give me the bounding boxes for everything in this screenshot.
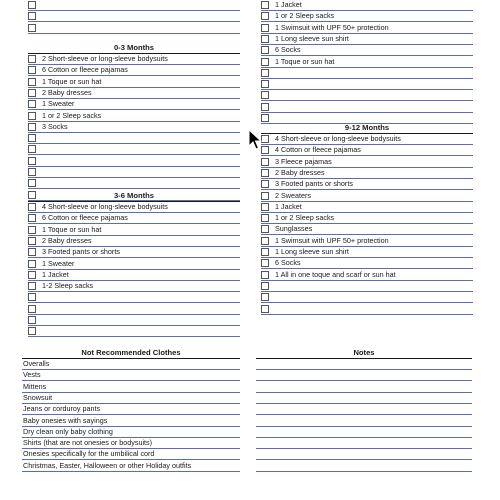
- checklist-row: [261, 292, 473, 303]
- checkbox[interactable]: [28, 12, 36, 20]
- item-label: 1 All in one toque and scarf or sun hat: [275, 269, 396, 279]
- checkbox[interactable]: [261, 237, 269, 245]
- checklist-row: [261, 281, 473, 292]
- item-label: 1 or 2 Sleep sacks: [275, 11, 335, 21]
- checkbox[interactable]: [261, 169, 269, 177]
- checkbox[interactable]: [261, 114, 269, 122]
- checkbox[interactable]: [261, 203, 269, 211]
- section-title-3-6-months: 3-6 Months: [28, 191, 240, 202]
- checkbox[interactable]: [261, 158, 269, 166]
- checklist-row: [28, 144, 240, 155]
- checkbox[interactable]: [261, 305, 269, 313]
- checklist-row: [28, 0, 240, 11]
- item-label: Shirts (that are not onesies or bodysuits): [23, 438, 153, 448]
- item-label: 6 Socks: [275, 258, 301, 268]
- checklist-row: [28, 133, 240, 144]
- checkbox[interactable]: [28, 100, 36, 108]
- checklist-row: [261, 11, 473, 22]
- checklist-row: [261, 145, 473, 156]
- checkbox[interactable]: [261, 91, 269, 99]
- item-label: 2 Baby dresses: [42, 235, 92, 245]
- checkbox[interactable]: [28, 145, 36, 153]
- section-title-0-3-months: 0-3 Months: [28, 43, 240, 54]
- item-label: 6 Cotton or fleece pajamas: [42, 213, 128, 223]
- checkbox[interactable]: [28, 66, 36, 74]
- checklist-row: [28, 77, 240, 88]
- checkbox[interactable]: [261, 225, 269, 233]
- checklist-row: [256, 416, 472, 427]
- item-label: 1 Jacket: [275, 0, 302, 9]
- checkbox[interactable]: [261, 214, 269, 222]
- item-label: 1 Jacket: [42, 269, 69, 279]
- checkbox[interactable]: [28, 282, 36, 290]
- checklist-row: [256, 427, 472, 438]
- checklist-row: [28, 11, 240, 22]
- checkbox[interactable]: [28, 214, 36, 222]
- item-label: Overalls: [23, 359, 50, 368]
- checklist-row: [28, 65, 240, 76]
- checklist-row: [261, 247, 473, 258]
- checkbox[interactable]: [261, 80, 269, 88]
- item-label: 1 Long sleeve sun shirt: [275, 247, 349, 256]
- checklist-row: [261, 213, 473, 224]
- item-label: Vests: [23, 370, 41, 380]
- checkbox[interactable]: [28, 123, 36, 131]
- checklist-row: [28, 99, 240, 110]
- checklist-row: [28, 281, 240, 292]
- checklist-row: [261, 202, 473, 213]
- checklist-row: [22, 461, 240, 472]
- checklist-row: [28, 178, 240, 189]
- section-title-not-recommended: Not Recommended Clothes: [22, 348, 240, 359]
- item-label: Dry clean only baby clothing: [23, 426, 113, 436]
- checklist-row: [22, 416, 240, 427]
- checkbox[interactable]: [261, 146, 269, 154]
- item-label: 3 Fleece pajamas: [275, 156, 332, 166]
- checklist-row: [256, 370, 472, 381]
- item-label: 6 Cotton or fleece pajamas: [42, 65, 128, 75]
- checklist-row: [261, 68, 473, 79]
- checklist-row: [22, 404, 240, 415]
- checklist-row: [261, 168, 473, 179]
- item-label: 1 Swimsuit with UPF 50+ protection: [275, 235, 389, 245]
- checklist-row: [22, 370, 240, 381]
- item-label: Sunglasses: [275, 224, 313, 234]
- checkbox[interactable]: [261, 103, 269, 111]
- item-label: Snowsuit: [23, 392, 53, 402]
- checkbox[interactable]: [261, 180, 269, 188]
- checkbox[interactable]: [261, 69, 269, 77]
- checkbox[interactable]: [28, 134, 36, 142]
- item-label: 1 Jacket: [275, 201, 302, 211]
- checklist-row: [261, 23, 473, 34]
- checkbox[interactable]: [28, 237, 36, 245]
- item-label: 3 Socks: [42, 121, 68, 131]
- item-label: 1 or 2 Sleep sacks: [42, 110, 102, 120]
- checklist-row: [256, 461, 472, 472]
- checkbox[interactable]: [261, 282, 269, 290]
- item-label: 1 or 2 Sleep sacks: [275, 213, 335, 223]
- item-label: 1 Sweater: [42, 99, 75, 109]
- item-label: 4 Short-sleeve or long-sleeve bodysuits: [42, 202, 168, 211]
- item-label: 2 Baby dresses: [42, 87, 92, 97]
- checkbox[interactable]: [28, 327, 36, 335]
- item-label: 1 Toque or sun hat: [275, 56, 335, 66]
- checkbox[interactable]: [28, 89, 36, 97]
- checklist-row: [261, 258, 473, 269]
- checkbox[interactable]: [261, 259, 269, 267]
- checklist-row: [28, 111, 240, 122]
- checklist-row: [28, 236, 240, 247]
- item-label: Baby onesies with sayings: [23, 415, 108, 425]
- checklist-row: [261, 157, 473, 168]
- checklist-row: [28, 202, 240, 213]
- checkbox[interactable]: [28, 248, 36, 256]
- checklist-row: [261, 270, 473, 281]
- item-label: 1 Sweater: [42, 258, 75, 268]
- checklist-row: [261, 45, 473, 56]
- checklist-row: [261, 79, 473, 90]
- checkbox[interactable]: [28, 293, 36, 301]
- checklist-row: [22, 438, 240, 449]
- item-label: Onesies specifically for the umbilical cord: [23, 449, 155, 459]
- checklist-row: [261, 179, 473, 190]
- checklist-row: [256, 359, 472, 370]
- checklist-row: [22, 449, 240, 460]
- checkbox[interactable]: [28, 305, 36, 313]
- checkbox[interactable]: [28, 316, 36, 324]
- item-label: 2 Baby dresses: [275, 167, 325, 177]
- checkbox[interactable]: [28, 226, 36, 234]
- checkbox[interactable]: [28, 203, 36, 211]
- checklist-row: [261, 236, 473, 247]
- checklist-row: [261, 134, 473, 145]
- checkbox[interactable]: [261, 293, 269, 301]
- checkbox[interactable]: [261, 12, 269, 20]
- checklist-row: [261, 191, 473, 202]
- checklist-row: [261, 224, 473, 235]
- checklist-row: [261, 102, 473, 113]
- item-label: 3 Footed pants or shorts: [42, 247, 120, 257]
- checkbox[interactable]: [261, 35, 269, 43]
- item-label: 1 Long sleeve sun shirt: [275, 33, 349, 43]
- checklist-row: [256, 393, 472, 404]
- item-label: 4 Short-sleeve or long-sleeve bodysuits: [275, 134, 401, 143]
- checkbox[interactable]: [261, 1, 269, 9]
- checklist-row: [261, 304, 473, 315]
- checkbox[interactable]: [28, 168, 36, 176]
- checklist-row: [28, 304, 240, 315]
- section-title-9-12-months: 9-12 Months: [261, 123, 473, 134]
- item-label: 1 Toque or sun hat: [42, 76, 102, 86]
- checkbox[interactable]: [28, 112, 36, 120]
- checklist-row: [28, 54, 240, 65]
- item-label: 4 Cotton or fleece pajamas: [275, 145, 361, 155]
- checklist-row: [22, 427, 240, 438]
- item-label: Christmas, Easter, Halloween or other Holiday outfits: [23, 460, 192, 470]
- checkbox[interactable]: [261, 192, 269, 200]
- item-label: 1 Toque or sun hat: [42, 224, 102, 234]
- checklist-row: [28, 259, 240, 270]
- checkbox[interactable]: [28, 157, 36, 165]
- checkbox[interactable]: [261, 58, 269, 66]
- checkbox[interactable]: [28, 24, 36, 32]
- checklist-row: [22, 393, 240, 404]
- checklist-row: [261, 90, 473, 101]
- checklist-row: [28, 23, 240, 34]
- checklist-row: [28, 167, 240, 178]
- item-label: 6 Socks: [275, 45, 301, 55]
- item-label: 1 Swimsuit with UPF 50+ protection: [275, 22, 389, 32]
- checklist-row: [28, 88, 240, 99]
- item-label: 1-2 Sleep sacks: [42, 281, 94, 291]
- checklist-row: [28, 292, 240, 303]
- checkbox[interactable]: [261, 135, 269, 143]
- checklist-row: [261, 57, 473, 68]
- checklist-row: [256, 404, 472, 415]
- item-label: 2 Short-sleeve or long-sleeve bodysuits: [42, 54, 168, 63]
- checklist-row: [28, 213, 240, 224]
- item-label: Mittens: [23, 381, 47, 391]
- checklist-row: [22, 359, 240, 370]
- checklist-row: [28, 315, 240, 326]
- item-label: Jeans or corduroy pants: [23, 404, 101, 414]
- checklist-row: [261, 34, 473, 45]
- checklist-row: [256, 382, 472, 393]
- checkbox[interactable]: [28, 260, 36, 268]
- mouse-cursor-icon: [248, 129, 262, 151]
- checklist-row: [28, 156, 240, 167]
- checkbox[interactable]: [261, 24, 269, 32]
- checkbox[interactable]: [28, 271, 36, 279]
- checklist-row: [28, 326, 240, 337]
- checklist-row: [22, 382, 240, 393]
- checklist-row: [28, 270, 240, 281]
- checkbox[interactable]: [28, 55, 36, 63]
- section-title-notes: Notes: [256, 348, 472, 359]
- checkbox[interactable]: [261, 271, 269, 279]
- checkbox[interactable]: [261, 46, 269, 54]
- checklist-row: [28, 247, 240, 258]
- checklist-row: [28, 225, 240, 236]
- checklist-row: [261, 0, 473, 11]
- checkbox[interactable]: [28, 78, 36, 86]
- item-label: 3 Footed pants or shorts: [275, 179, 353, 189]
- checkbox[interactable]: [28, 1, 36, 9]
- checklist-row: [256, 449, 472, 460]
- checklist-row: [28, 122, 240, 133]
- checkbox[interactable]: [261, 248, 269, 256]
- checklist-row: [256, 438, 472, 449]
- checkbox[interactable]: [28, 179, 36, 187]
- item-label: 2 Sweaters: [275, 190, 311, 200]
